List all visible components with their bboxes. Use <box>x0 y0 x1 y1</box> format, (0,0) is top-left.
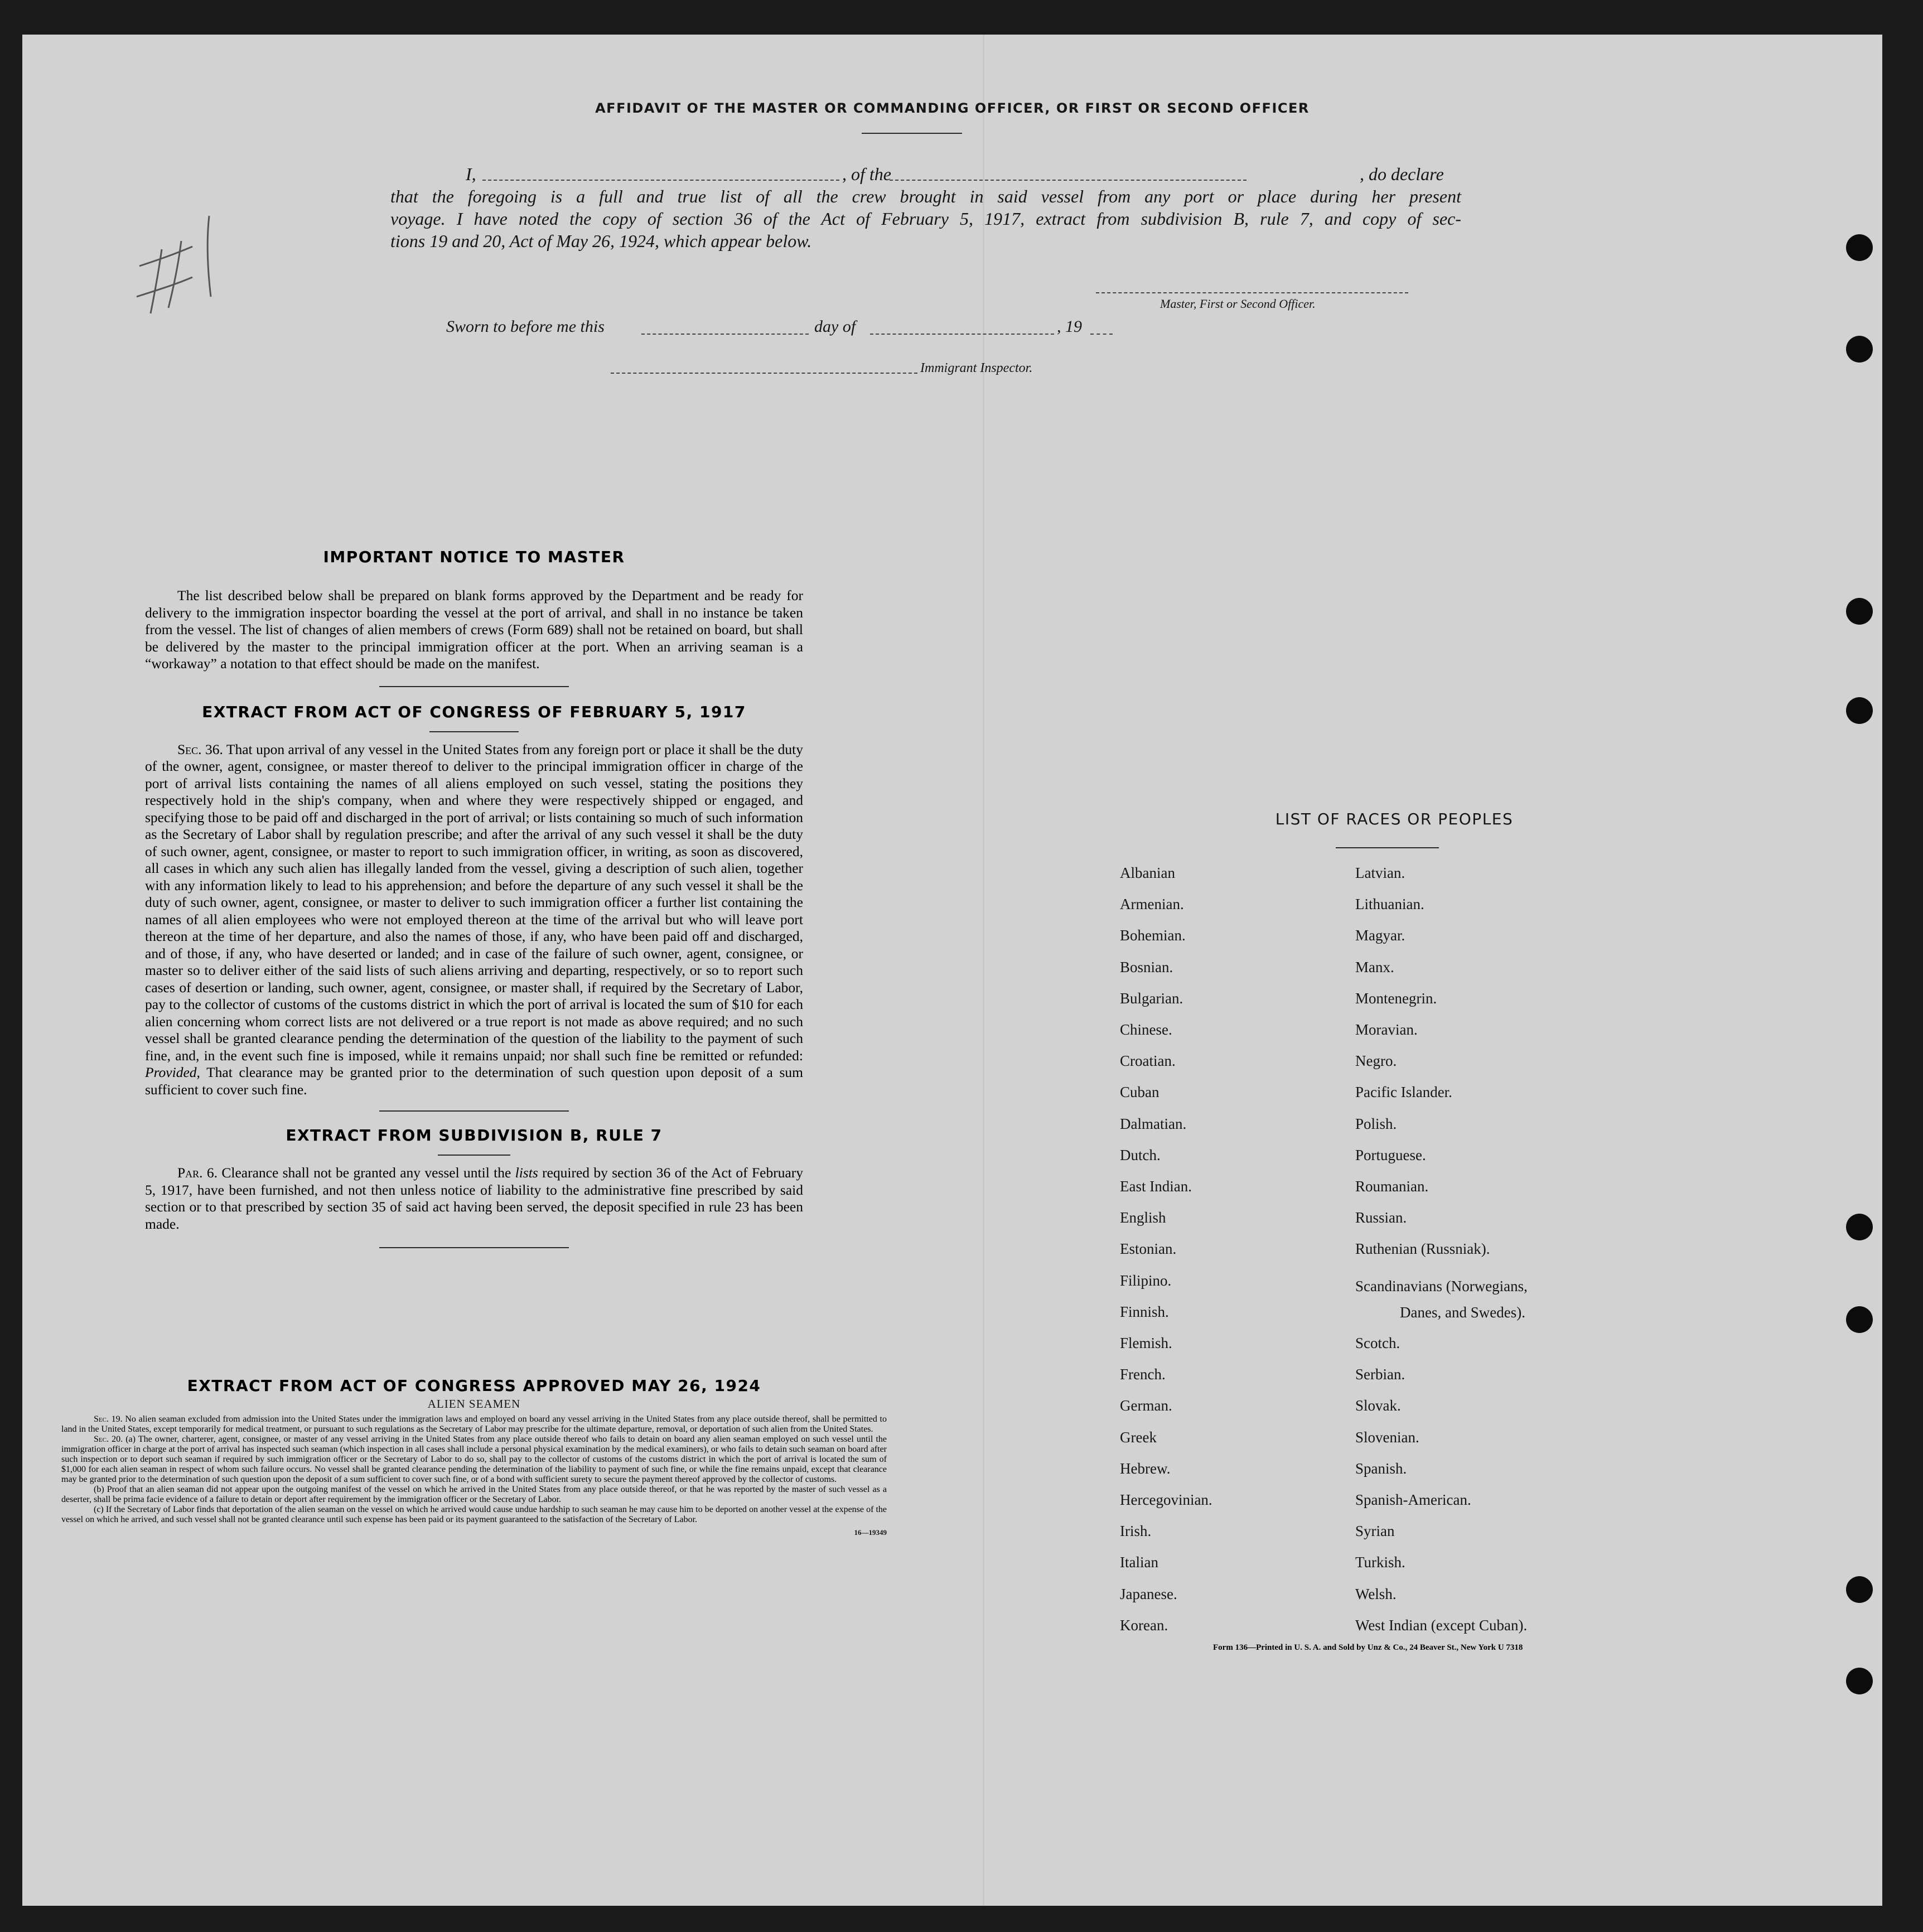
rule7-text-a: Clearance shall not be granted any vessel until the <box>221 1165 511 1181</box>
race-item: Estonian. <box>1120 1240 1177 1258</box>
sec-19-text: No alien seaman excluded from admission into the United States under the immigration laws and employed on board any vessel arriving in the United States from any place outside thereof, shall be permitted to land in the United States, except temporarily for medical treatment, or pursuant to such regulations as the Secretary of Labor may prescribe for the ultimate departure, removal, or deportation of such alien from the United States. <box>61 1414 887 1434</box>
name-blank <box>482 180 839 181</box>
page-fold <box>983 35 984 1906</box>
sec-20b: (b) Proof that an alien seaman did not appear upon the outgoing manifest of the vessel on which he arrived in the United States from any place outside thereof, or that he was reported by the master of such vessel as a deserter, shall be prima facie evidence of a failure to detain or deport after requirement by the immigration officer or the Secretary of Labor. <box>61 1485 887 1504</box>
sec-20c: (c) If the Secretary of Labor finds that deportation of the alien seaman on the vessel on which he arrived would cause undue hardship to such seaman he may cause him to be deported on another vessel at the expense of the vessel on which he arrived, and such vessel shall not be granted clearance until such expense has been paid or its payment guaranteed to the satisfaction of the Secretary of Labor. <box>61 1505 887 1524</box>
race-item: Latvian. <box>1355 864 1405 881</box>
race-item: Scandinavians (Norwegians, <box>1355 1277 1528 1295</box>
race-item: Spanish. <box>1355 1460 1407 1477</box>
race-item: Negro. <box>1355 1052 1397 1070</box>
race-item: Lithuanian. <box>1355 896 1424 913</box>
race-item: Syrian <box>1355 1523 1395 1540</box>
affidavit-i-label: I, <box>466 164 476 184</box>
race-item: Bosnian. <box>1120 958 1173 975</box>
race-item: Scotch. <box>1355 1335 1400 1351</box>
affidavit-line-4: tions 19 and 20, Act of May 26, 1924, which appear below. <box>390 231 812 251</box>
notice-column <box>145 548 803 1248</box>
race-item: Manx. <box>1355 958 1394 975</box>
punch-hole <box>1846 1214 1873 1240</box>
race-item: Korean. <box>1120 1616 1168 1634</box>
vessel-blank <box>890 180 1246 181</box>
alien-seamen-subheading: ALIEN SEAMEN <box>427 1397 521 1411</box>
sec-19-label: Sec. 19. <box>94 1414 123 1424</box>
affidavit-of-the: , of the <box>842 164 891 184</box>
punch-hole <box>1846 1306 1873 1333</box>
rule7-end-rule <box>379 1247 569 1248</box>
affidavit-title: AFFIDAVIT OF THE MASTER OR COMMANDING OFFICER, OR FIRST OR SECOND OFFICER <box>595 100 1310 116</box>
sec-19 <box>61 1414 887 1434</box>
race-item: Flemish. <box>1120 1335 1172 1351</box>
sworn-prefix: Sworn to before me this <box>446 317 605 336</box>
sec-36-text-a: That upon arrival of any vessel in the United States from any foreign port or place it shall be the duty of the owner, agent, consignee, or master thereof to deliver to the principal immigration officer in charge of the port of arrival lists containing the names of all aliens employed on such vessel, stating the positions they respectively hold in the ship's company, when and where they were respectively shipped or engaged, and specifying those to be paid off and discharged in the port of arrival; or lists containing so much of such information as the Secretary of Labor shall by regulation prescribe; and after the arrival of any such vessel it shall be the duty of such owner, agent, consignee, or master to report to such immigration officer, in writing, as soon as discovered, all cases in which any such alien has illegally landed from the vessel, giving a description of such alien, together with any information likely to lead to his apprehension; and before the departure of any such vessel it shall be the duty of such owner, agent, consignee, or master to deliver to such immigration officer a further list containing the names of all alien employees who were not employed thereon at the time of the arrival but who will leave port thereon at the time of her departure, and also the names of those, if any, who have been paid off and discharged, and of those, if any, who have deserted or landed; and in case of the failure of such owner, agent, consignee, or master so to deliver either of the said lists of such aliens arriving and departing, respectively, or so to report such cases of desertion or landing, such owner, agent, consignee, or master shall, if required by the Secretary of Labor, pay to the collector of customs of the customs district in which the port of arrival is located the sum of $10 for each alien concerning whom correct lists are not delivered or a true report is not made as above required; and no such vessel shall be granted clearance pending the determination of the question of the liability to the payment of such fine, and, in the event such fine is imposed, while it remains unpaid; nor shall such fine be remitted or refunded: <box>145 741 803 1064</box>
race-item: Roumanian. <box>1355 1178 1429 1195</box>
notice-rule <box>379 686 569 687</box>
extract-1917-heading: EXTRACT FROM ACT OF CONGRESS OF FEBRUARY 5, 1917 <box>202 702 746 721</box>
affidavit-line-3: voyage. I have noted the copy of section 36 of the Act of February 5, 1917, extract from subdivision B, rule 7, and copy of sec- <box>390 209 1461 229</box>
affidavit-line-2: that the foregoing is a full and true list of all the crew brought in said vessel from any port or place during her present <box>390 186 1461 206</box>
race-item: West Indian (except Cuban). <box>1355 1616 1528 1634</box>
race-item: Portuguese. <box>1355 1146 1426 1163</box>
sworn-year-prefix: , 19 <box>1057 317 1082 336</box>
sworn-month-blank <box>870 334 1054 335</box>
punch-hole <box>1846 1576 1873 1603</box>
punch-hole <box>1846 697 1873 724</box>
race-item: Croatian. <box>1120 1052 1176 1070</box>
print-code: 16—19349 <box>854 1528 887 1537</box>
title-rule <box>862 133 962 134</box>
punch-hole <box>1846 234 1873 261</box>
extract-1917-rule <box>429 731 519 732</box>
affidavit-do-declare: , do declare <box>1360 164 1444 184</box>
race-item: Bohemian. <box>1120 927 1186 944</box>
race-item: Cuban <box>1120 1084 1159 1101</box>
race-item: Hercegovinian. <box>1120 1491 1212 1508</box>
race-item: Montenegrin. <box>1355 989 1437 1007</box>
race-item: German. <box>1120 1397 1172 1414</box>
race-item: Serbian. <box>1355 1366 1405 1383</box>
race-scandinavian-cont: Danes, and Swedes). <box>1400 1304 1525 1321</box>
punch-hole <box>1846 1668 1873 1694</box>
handwritten-mark <box>123 207 234 325</box>
sec-20a-text: (a) The owner, charterer, agent, consignee, or master of any vessel arriving in the United States from any place outside thereof who fails to detain on board any alien seaman employed on such vessel until the immigration officer in charge at the port of arrival has inspected such seaman (which inspection in all cases shall include a personal physical examination by the medical examiners), or who fails to detain such seaman on board after such inspection or to deport such seaman if required by such immigration officer or the Secretary of Labor to do so, shall pay to the collector of customs of the customs district in which the port of arrival is located the sum of $1,000 for each alien seaman in respect of whom such failure occurs. No vessel shall be granted clearance pending the determination of the liability to payment of such fine, or while the fine remains unpaid, except that clearance may be granted prior to the determination of such question upon the deposit of a sum sufficient to cover such fine, or of a bond with sufficient surety to secure the payment thereof approved by the collector of customs. <box>61 1434 887 1484</box>
master-signature-label: Master, First or Second Officer. <box>1160 297 1316 311</box>
extract-1924 <box>61 1376 887 1537</box>
race-item: French. <box>1120 1366 1166 1383</box>
affidavit-text <box>390 163 1461 252</box>
lists-word: lists <box>515 1165 538 1181</box>
race-item: Finnish. <box>1120 1303 1169 1320</box>
notice-body: The list described below shall be prepared on blank forms approved by the Department and be ready for delivery to the immigration inspector boarding the vessel at the port of arrival, and shall in no instance be taken from the vessel. The list of changes of alien members of crews (Form 689) shall not be retained on board, but shall be delivered by the master to the principal immigration officer at the port. When an arriving seaman is a “workaway” a notation to that effect should be made on the manifest. <box>145 587 803 672</box>
race-item: Polish. <box>1355 1115 1397 1132</box>
race-item: Slovak. <box>1355 1397 1401 1414</box>
race-item: East Indian. <box>1120 1178 1192 1195</box>
par-6-label: Par. 6. <box>177 1165 218 1181</box>
sec-20a <box>61 1434 887 1485</box>
provided-label: Provided, <box>145 1064 200 1080</box>
sec-20-label: Sec. 20. <box>94 1434 123 1444</box>
punch-hole <box>1846 598 1873 625</box>
race-item: Slovenian. <box>1355 1428 1419 1446</box>
master-signature-line <box>1096 292 1408 293</box>
extract-1924-heading: EXTRACT FROM ACT OF CONGRESS APPROVED MAY 26, 1924 <box>187 1376 761 1395</box>
sworn-day-blank <box>641 334 809 335</box>
race-item: Chinese. <box>1120 1021 1172 1038</box>
extract-1917-end-rule <box>379 1110 569 1112</box>
race-item: Welsh. <box>1355 1585 1397 1602</box>
race-item: Pacific Islander. <box>1355 1084 1452 1101</box>
sec-36-text-b: That clearance may be granted prior to the determination of such question upon deposit of a sum sufficient to cover such fine. <box>145 1064 803 1098</box>
rule7-heading: EXTRACT FROM SUBDIVISION B, RULE 7 <box>286 1126 663 1144</box>
race-item: Turkish. <box>1355 1554 1405 1571</box>
race-item: Dutch. <box>1120 1146 1161 1163</box>
form-footer: Form 136—Printed in U. S. A. and Sold by Unz & Co., 24 Beaver St., New York U 7318 <box>1213 1643 1523 1652</box>
race-item: Irish. <box>1120 1523 1152 1540</box>
race-item: Albanian <box>1120 864 1175 881</box>
document-page <box>22 35 1882 1906</box>
race-item: Hebrew. <box>1120 1460 1171 1477</box>
races-rule <box>1336 847 1439 848</box>
race-item: Armenian. <box>1120 896 1184 913</box>
race-item: Russian. <box>1355 1209 1407 1226</box>
race-item: Bulgarian. <box>1120 989 1183 1007</box>
sworn-day-of: day of <box>814 317 856 336</box>
race-item: Ruthenian (Russniak). <box>1355 1240 1490 1258</box>
inspector-signature-line <box>611 373 917 374</box>
race-item: Moravian. <box>1355 1021 1418 1038</box>
race-item: Greek <box>1120 1428 1157 1446</box>
rule7-body <box>145 1165 803 1233</box>
extract-1917-body <box>145 741 803 1099</box>
sworn-year-blank <box>1090 334 1113 335</box>
rule7-rule <box>438 1155 510 1156</box>
inspector-label: Immigrant Inspector. <box>920 361 1033 375</box>
rule7-text-b: required by section 36 of the Act of February 5, 1917, have been furnished, and not then unless notice of liability to the administrative fine prescribed by said section or to that prescribed by section 35 of said act having been served, the deposit specified in rule 23 has been made. <box>145 1165 804 1232</box>
race-item: Filipino. <box>1120 1272 1172 1289</box>
race-item: Dalmatian. <box>1120 1115 1187 1132</box>
races-title: LIST OF RACES OR PEOPLES <box>1275 810 1514 828</box>
sec-36-label: Sec. 36. <box>177 741 223 757</box>
race-item: Magyar. <box>1355 927 1405 944</box>
race-item: English <box>1120 1209 1166 1226</box>
notice-heading: IMPORTANT NOTICE TO MASTER <box>323 548 625 566</box>
punch-hole <box>1846 336 1873 363</box>
race-item: Japanese. <box>1120 1585 1177 1602</box>
affidavit-line-1 <box>390 163 1461 185</box>
race-item: Italian <box>1120 1554 1158 1571</box>
race-item: Spanish-American. <box>1355 1491 1471 1508</box>
